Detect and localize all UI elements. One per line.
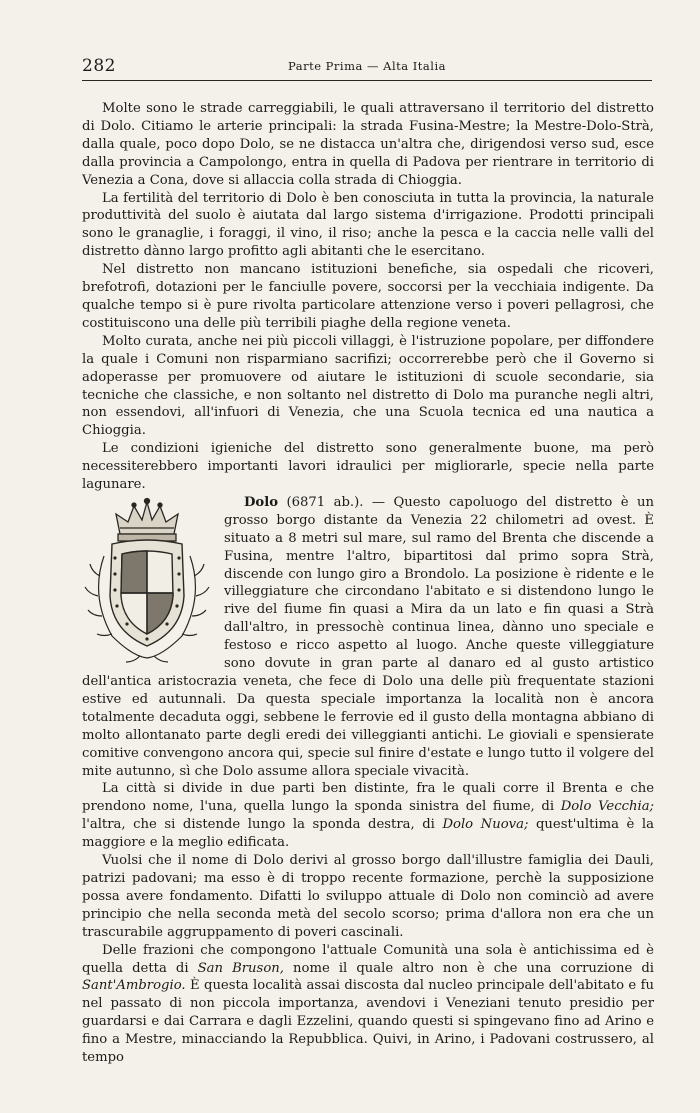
text-run: quest'ultima è la maggiore e la meglio edificata. [82,817,654,851]
page-header [82,56,652,81]
text-run: Delle frazioni che compongono l'attuale Comunità una sola è antichissima ed è quella detta di [82,942,654,976]
paragraph-education: Molto curata, anche nei più piccoli villaggi, è l'istruzione popolare, per diffondere la quale i Comuni non risparmiano sacrifizi; occorrerebbe però che il Governo si adoperasse per promuovere od aiutare le istituzioni di scuole secondarie, sia tecniche che classiche, e non soltanto nel distretto di Dolo ma puranche negli altri, non essendovi, all'infuori di Venezia, che una Scuola tecnica ed una nautica a Chioggia. [82,333,654,439]
paragraph-roads: Molte sono le strade carreggiabili, le quali attraversano il territorio del distretto di Dolo. Citiamo le arterie principali: la strada Fusina-Mestre; la Mestre-Dolo-Strà, dalla quale, poco dopo Dolo, se ne distacca un'altra che, dirigendosi verso sud, esce dalla provincia a Campolongo, entra in quella di Padova per rientrare in territorio di Venezia a Cona, dove si allaccia colla strada di Chioggia. [82,101,654,188]
place-name: San Bruson, [197,960,284,976]
paragraph-city-parts [82,780,654,852]
dolo-coat-of-arms [82,496,212,666]
paragraph-fertility: La fertilità del territorio di Dolo è ben conosciuta in tutta la provincia, la naturale produttività del suolo è aiutata dal largo sistema d'irrigazione. Prodotti principali sono le granaglie, i foraggi, il vino, il riso; anche la pesca e la caccia nelle valli del distretto dànno largo profitto agli abitanti che le esercitano. [82,190,654,260]
text-run: l'altra, che si distende lungo la sponda destra, di [82,817,443,833]
paragraph-charities: Nel distretto non mancano istituzioni benefiche, sia ospedali che ricoveri, brefotrofi, dotazioni per le fanciulle povere, soccorsi per la vecchiaia indigente. Da qualche tempo si è pure rivolta particolare attenzione verso i poveri pellagrosi, che costituiscono una delle più terribili piaghe della regione veneta. [82,262,654,331]
body-text [82,100,654,1067]
dolo-heading: Dolo [244,494,279,510]
page-number: 282 [82,56,116,76]
place-name: Dolo Nuova; [442,817,529,833]
text-run: La città si divide in due parti ben distinte, fra le quali corre il Brenta e che prendono nome, l'una, quella lungo la sponda sinistra del fiume, di [82,781,654,815]
paragraph-frazioni [82,942,654,1067]
place-name: Dolo Vecchia; [560,799,654,815]
paragraph-name-origin: Vuolsi che il nome di Dolo derivi al grosso borgo dall'illustre famiglia dei Dauli, patrizi padovani; ma esso è di troppo recente formazione, perchè la supposizione possa avere fondamento. Difatti lo sviluppo attuale di Dolo non cominciò ad avere principio che nella seconda metà del secolo scorso; prima d'allora non era che un trascurabile aggruppamento di poveri cascinali. [82,853,654,940]
text-run: È questa località assai discosta dal nucleo principale dell'abitato e fu nel passato di non piccola importanza, avendovi i Veneziani tenuto presidio per guardarsi e dai Carrara e dagli Ezzelini, quando questi si spingevano fino ad Arino e fino a Mestre, minacciando la Repubblica. Quivi, in Arino, i Padovani costrussero, al tempo [82,978,654,1066]
paragraph-hygiene: Le condizioni igieniche del distretto sono generalmente buone, ma però necessiterebbero importanti lavori idraulici per migliorarle, specie nella parte lagunare. [82,441,654,493]
running-title: Parte Prima — Alta Italia [288,59,446,73]
text-run: nome il quale altro non è che una corruzione di [283,960,654,976]
dolo-description: (6871 ab.). — Questo capoluogo del distretto è un grosso borgo distante da Venezia 22 chilometri ad ovest. È situato a 8 metri sul mare, sul ramo del Brenta che discende a Fusina, mentre l'altro, bipartitosi dal primo sopra Strà, discende con lungo giro a Brondolo. La posizione è ridente e le villeggiature che circondano l'abitato e si distendono lungo le rive del fiume fin quasi a Mira da un lato e fin quasi a Strà dall'altro, in pressochè continua linea, dànno uno speciale e festoso e ricco aspetto al luogo. Anche queste villeggiature sono dovute in gran parte al danaro ed al gusto artistico dell'antica aristocrazia veneta, che fece di Dolo una delle più frequentate stazioni estive ed autunnali. Da questa speciale importanza la località non è ancora totalmente decaduta oggi, sebbene le ferrovie ed il gusto della montagna abbiano di molto allontanato parte degli eredi dei villeggianti antichi. Le gioviali e spensierate comitive convengono ancora qui, specie sul finire d'estate e lungo tutto il volgere del mite autunno, sì che Dolo assume allora speciale vivacità. [82,494,654,779]
place-name: Sant'Ambrogio. [82,978,186,994]
